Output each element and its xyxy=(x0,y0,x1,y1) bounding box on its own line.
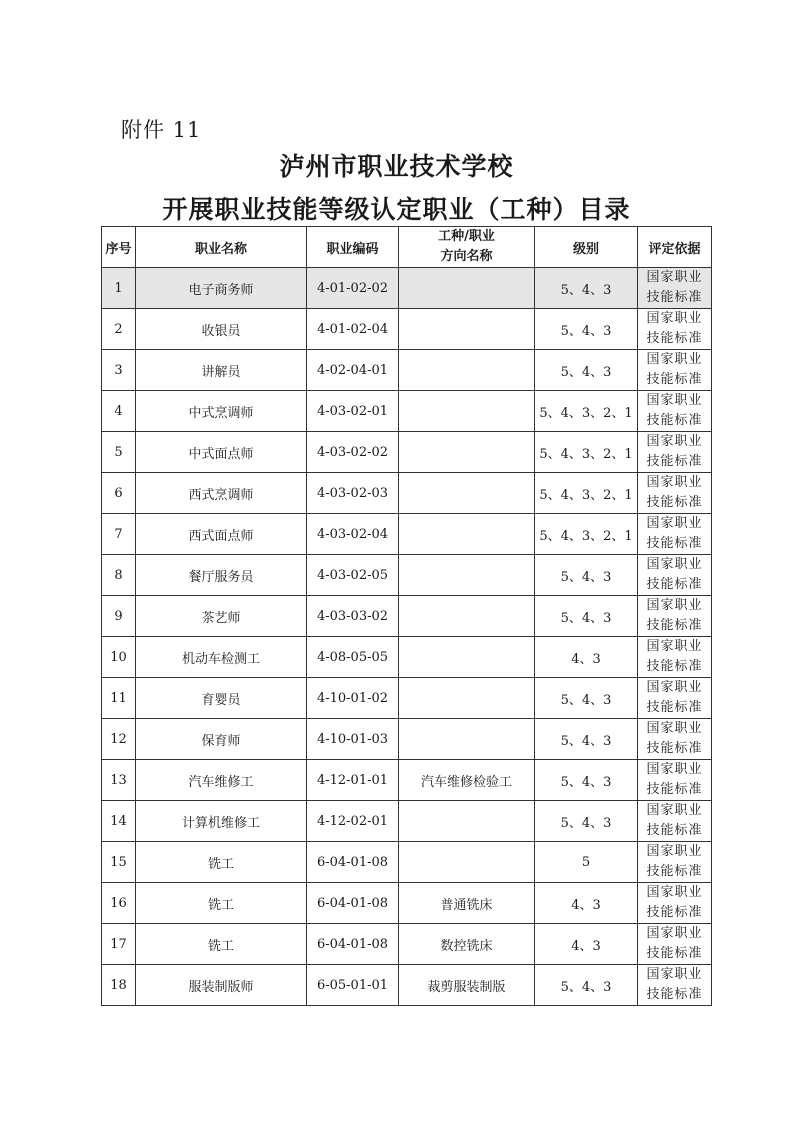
direction-name: 普通铣床 xyxy=(399,883,535,924)
header-basis: 评定依据 xyxy=(638,227,712,268)
occupation-name: 育婴员 xyxy=(136,678,307,719)
evaluation-basis-line2: 技能标准 xyxy=(646,413,703,428)
table-row xyxy=(102,350,712,391)
direction-name: 裁剪服装制版 xyxy=(399,965,535,1006)
evaluation-basis-line2: 技能标准 xyxy=(646,946,703,961)
evaluation-basis-line2: 技能标准 xyxy=(646,495,703,510)
direction-name xyxy=(399,801,535,842)
evaluation-basis xyxy=(638,801,712,842)
evaluation-basis-line2: 技能标准 xyxy=(646,987,703,1002)
evaluation-basis-line1: 国家职业 xyxy=(646,721,703,736)
level: 5、4、3 xyxy=(535,555,638,596)
row-number: 16 xyxy=(102,883,136,924)
evaluation-basis xyxy=(638,637,712,678)
evaluation-basis-line1: 国家职业 xyxy=(646,516,703,531)
direction-name: 汽车维修检验工 xyxy=(399,760,535,801)
evaluation-basis-line1: 国家职业 xyxy=(646,926,703,941)
evaluation-basis-line2: 技能标准 xyxy=(646,331,703,346)
occupation-code: 6-05-01-01 xyxy=(307,965,399,1006)
evaluation-basis-line2: 技能标准 xyxy=(646,823,703,838)
row-number: 6 xyxy=(102,473,136,514)
level: 5、4、3、2、1 xyxy=(535,514,638,555)
direction-name xyxy=(399,473,535,514)
level: 5、4、3 xyxy=(535,678,638,719)
evaluation-basis-line1: 国家职业 xyxy=(646,475,703,490)
evaluation-basis-line1: 国家职业 xyxy=(646,311,703,326)
occupation-name: 收银员 xyxy=(136,309,307,350)
row-number: 2 xyxy=(102,309,136,350)
direction-name xyxy=(399,719,535,760)
header-direction-line2: 方向名称 xyxy=(440,249,493,264)
occupation-name: 铣工 xyxy=(136,924,307,965)
level: 5、4、3 xyxy=(535,309,638,350)
level: 5 xyxy=(535,842,638,883)
row-number: 17 xyxy=(102,924,136,965)
header-direction-line1: 工种/职业 xyxy=(438,229,495,244)
evaluation-basis-line2: 技能标准 xyxy=(646,536,703,551)
level: 5、4、3 xyxy=(535,719,638,760)
level: 5、4、3、2、1 xyxy=(535,391,638,432)
direction-name xyxy=(399,596,535,637)
level: 5、4、3、2、1 xyxy=(535,473,638,514)
occupation-code: 4-12-02-01 xyxy=(307,801,399,842)
occupation-name: 汽车维修工 xyxy=(136,760,307,801)
header-number: 序号 xyxy=(102,227,136,268)
evaluation-basis-line1: 国家职业 xyxy=(646,639,703,654)
occupation-code: 4-03-03-02 xyxy=(307,596,399,637)
evaluation-basis-line1: 国家职业 xyxy=(646,557,703,572)
evaluation-basis xyxy=(638,309,712,350)
occupation-name: 铣工 xyxy=(136,842,307,883)
evaluation-basis-line2: 技能标准 xyxy=(646,290,703,305)
evaluation-basis-line2: 技能标准 xyxy=(646,577,703,592)
direction-name xyxy=(399,678,535,719)
direction-name xyxy=(399,309,535,350)
table-row xyxy=(102,801,712,842)
row-number: 11 xyxy=(102,678,136,719)
row-number: 4 xyxy=(102,391,136,432)
occupation-name: 西式面点师 xyxy=(136,514,307,555)
table-row xyxy=(102,432,712,473)
table-row xyxy=(102,309,712,350)
direction-name: 数控铣床 xyxy=(399,924,535,965)
table-row xyxy=(102,719,712,760)
evaluation-basis xyxy=(638,514,712,555)
occupation-code: 4-03-02-02 xyxy=(307,432,399,473)
occupation-name: 计算机维修工 xyxy=(136,801,307,842)
row-number: 5 xyxy=(102,432,136,473)
evaluation-basis-line1: 国家职业 xyxy=(646,352,703,367)
evaluation-basis xyxy=(638,924,712,965)
evaluation-basis xyxy=(638,391,712,432)
table-row xyxy=(102,883,712,924)
table-row xyxy=(102,760,712,801)
occupation-code: 4-03-02-04 xyxy=(307,514,399,555)
occupation-code: 4-10-01-02 xyxy=(307,678,399,719)
evaluation-basis xyxy=(638,432,712,473)
document-title-line1: 泸州市职业技术学校 xyxy=(279,152,514,181)
evaluation-basis-line2: 技能标准 xyxy=(646,864,703,879)
level: 4、3 xyxy=(535,924,638,965)
direction-name xyxy=(399,350,535,391)
evaluation-basis-line1: 国家职业 xyxy=(646,680,703,695)
table-row xyxy=(102,637,712,678)
occupation-code: 6-04-01-08 xyxy=(307,842,399,883)
evaluation-basis-line1: 国家职业 xyxy=(646,967,703,982)
level: 5、4、3 xyxy=(535,760,638,801)
evaluation-basis-line1: 国家职业 xyxy=(646,885,703,900)
direction-name xyxy=(399,514,535,555)
level: 5、4、3 xyxy=(535,268,638,309)
direction-name xyxy=(399,268,535,309)
occupation-name: 餐厅服务员 xyxy=(136,555,307,596)
evaluation-basis-line1: 国家职业 xyxy=(646,803,703,818)
header-occupation-code: 职业编码 xyxy=(307,227,399,268)
table-row xyxy=(102,965,712,1006)
table-row xyxy=(102,596,712,637)
occupation-code: 4-03-02-03 xyxy=(307,473,399,514)
row-number: 14 xyxy=(102,801,136,842)
occupation-code: 4-12-01-01 xyxy=(307,760,399,801)
occupation-table xyxy=(101,226,712,1006)
direction-name xyxy=(399,555,535,596)
direction-name xyxy=(399,637,535,678)
evaluation-basis xyxy=(638,842,712,883)
level: 5、4、3 xyxy=(535,596,638,637)
row-number: 7 xyxy=(102,514,136,555)
evaluation-basis-line2: 技能标准 xyxy=(646,700,703,715)
table-body xyxy=(102,268,712,1006)
table-row xyxy=(102,514,712,555)
occupation-name: 茶艺师 xyxy=(136,596,307,637)
document-title-line2: 开展职业技能等级认定职业（工种）目录 xyxy=(162,195,631,224)
evaluation-basis-line2: 技能标准 xyxy=(646,782,703,797)
occupation-name: 讲解员 xyxy=(136,350,307,391)
direction-name xyxy=(399,432,535,473)
evaluation-basis xyxy=(638,350,712,391)
table-row xyxy=(102,391,712,432)
level: 5、4、3、2、1 xyxy=(535,432,638,473)
row-number: 12 xyxy=(102,719,136,760)
evaluation-basis xyxy=(638,760,712,801)
evaluation-basis-line2: 技能标准 xyxy=(646,618,703,633)
evaluation-basis-line1: 国家职业 xyxy=(646,762,703,777)
table-header-row xyxy=(102,227,712,268)
evaluation-basis-line2: 技能标准 xyxy=(646,741,703,756)
evaluation-basis xyxy=(638,719,712,760)
occupation-name: 服装制版师 xyxy=(136,965,307,1006)
evaluation-basis xyxy=(638,678,712,719)
row-number: 13 xyxy=(102,760,136,801)
occupation-code: 4-02-04-01 xyxy=(307,350,399,391)
occupation-code: 4-03-02-05 xyxy=(307,555,399,596)
row-number: 10 xyxy=(102,637,136,678)
table-row xyxy=(102,678,712,719)
row-number: 1 xyxy=(102,268,136,309)
occupation-name: 保育师 xyxy=(136,719,307,760)
row-number: 9 xyxy=(102,596,136,637)
occupation-name: 中式面点师 xyxy=(136,432,307,473)
direction-name xyxy=(399,391,535,432)
occupation-name: 铣工 xyxy=(136,883,307,924)
row-number: 18 xyxy=(102,965,136,1006)
level: 5、4、3 xyxy=(535,965,638,1006)
evaluation-basis xyxy=(638,596,712,637)
header-level: 级别 xyxy=(535,227,638,268)
evaluation-basis-line1: 国家职业 xyxy=(646,393,703,408)
occupation-code: 6-04-01-08 xyxy=(307,883,399,924)
row-number: 15 xyxy=(102,842,136,883)
evaluation-basis-line2: 技能标准 xyxy=(646,372,703,387)
level: 5、4、3 xyxy=(535,350,638,391)
level: 4、3 xyxy=(535,637,638,678)
occupation-name: 机动车检测工 xyxy=(136,637,307,678)
occupation-code: 4-01-02-02 xyxy=(307,268,399,309)
evaluation-basis xyxy=(638,473,712,514)
evaluation-basis xyxy=(638,268,712,309)
evaluation-basis-line2: 技能标准 xyxy=(646,659,703,674)
occupation-code: 6-04-01-08 xyxy=(307,924,399,965)
header-direction xyxy=(399,227,535,268)
occupation-code: 4-03-02-01 xyxy=(307,391,399,432)
row-number: 3 xyxy=(102,350,136,391)
row-number: 8 xyxy=(102,555,136,596)
evaluation-basis-line2: 技能标准 xyxy=(646,905,703,920)
occupation-code: 4-01-02-04 xyxy=(307,309,399,350)
table-row xyxy=(102,555,712,596)
level: 4、3 xyxy=(535,883,638,924)
level: 5、4、3 xyxy=(535,801,638,842)
occupation-name: 电子商务师 xyxy=(136,268,307,309)
occupation-code: 4-08-05-05 xyxy=(307,637,399,678)
direction-name xyxy=(399,842,535,883)
evaluation-basis xyxy=(638,883,712,924)
evaluation-basis-line1: 国家职业 xyxy=(646,434,703,449)
evaluation-basis xyxy=(638,555,712,596)
table-row xyxy=(102,842,712,883)
attachment-label: 附件 11 xyxy=(121,118,202,142)
evaluation-basis-line1: 国家职业 xyxy=(646,844,703,859)
header-occupation-name: 职业名称 xyxy=(136,227,307,268)
evaluation-basis xyxy=(638,965,712,1006)
occupation-name: 西式烹调师 xyxy=(136,473,307,514)
table-row xyxy=(102,924,712,965)
evaluation-basis-line1: 国家职业 xyxy=(646,270,703,285)
occupation-code: 4-10-01-03 xyxy=(307,719,399,760)
evaluation-basis-line2: 技能标准 xyxy=(646,454,703,469)
occupation-name: 中式烹调师 xyxy=(136,391,307,432)
table-row xyxy=(102,268,712,309)
evaluation-basis-line1: 国家职业 xyxy=(646,598,703,613)
table-row xyxy=(102,473,712,514)
